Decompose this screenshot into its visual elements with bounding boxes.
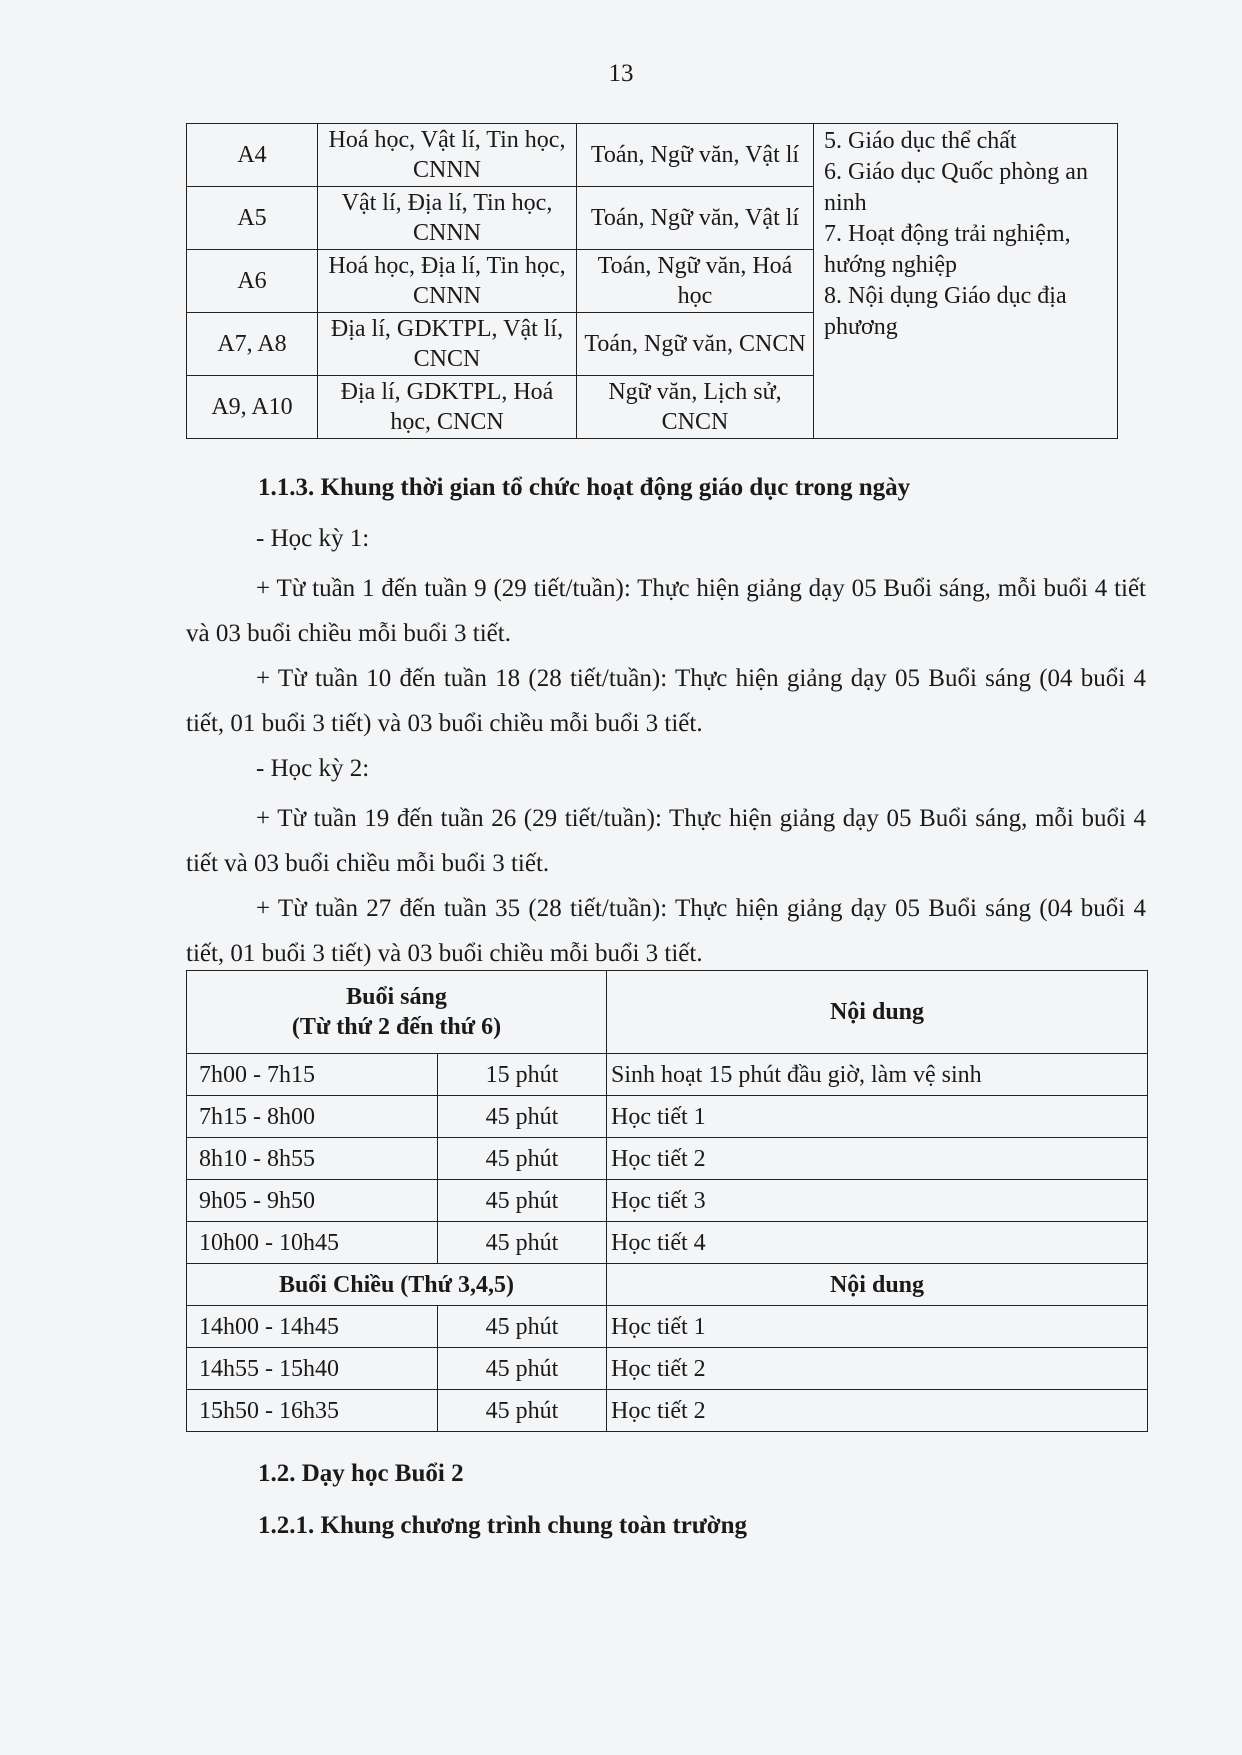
morning-header bbox=[187, 971, 607, 1054]
content-header: Nội dung bbox=[607, 971, 1148, 1054]
duration-cell: 45 phút bbox=[438, 1306, 607, 1348]
focus-cell: Toán, Ngữ văn, Vật lí bbox=[577, 124, 814, 187]
time-cell: 8h10 - 8h55 bbox=[187, 1138, 438, 1180]
section-heading-1-1-3: 1.1.3. Khung thời gian tổ chức hoạt động giáo dục trong ngày bbox=[258, 474, 911, 501]
afternoon-header: Buổi Chiều (Thứ 3,4,5) bbox=[187, 1264, 607, 1306]
content-cell: Học tiết 1 bbox=[607, 1306, 1148, 1348]
semester-1-paragraph-1: + Từ tuần 1 đến tuần 9 (29 tiết/tuần): Thực hiện giảng dạy 05 Buổi sáng, mỗi buổi 4 tiết và 03 buổi chiều mỗi buổi 3 tiết. bbox=[186, 575, 1146, 647]
content-cell: Học tiết 2 bbox=[607, 1348, 1148, 1390]
table-row bbox=[187, 124, 1118, 187]
section-heading-1-2-1: 1.2.1. Khung chương trình chung toàn trường bbox=[258, 1512, 748, 1539]
group-cell: A4 bbox=[187, 124, 318, 187]
duration-cell: 45 phút bbox=[438, 1138, 607, 1180]
content-cell: Học tiết 2 bbox=[607, 1138, 1148, 1180]
daily-schedule-table bbox=[186, 970, 1148, 1432]
semester-2-label: - Học kỳ 2: bbox=[256, 755, 370, 782]
common-subject-item: 7. Hoạt động trải nghiệm, hướng nghiệp bbox=[824, 221, 1071, 278]
morning-header-days: (Từ thứ 2 đến thứ 6) bbox=[291, 1014, 502, 1040]
time-cell: 14h55 - 15h40 bbox=[187, 1348, 438, 1390]
morning-header-title: Buổi sáng bbox=[346, 984, 447, 1010]
section-heading-1-2: 1.2. Dạy học Buổi 2 bbox=[258, 1460, 464, 1487]
semester-2-paragraph-1: + Từ tuần 19 đến tuần 26 (29 tiết/tuần): Thực hiện giảng dạy 05 Buổi sáng, mỗi buổi 4 tiết và 03 buổi chiều mỗi buổi 3 tiết. bbox=[186, 805, 1146, 877]
time-cell: 14h00 - 14h45 bbox=[187, 1306, 438, 1348]
duration-cell: 45 phút bbox=[438, 1180, 607, 1222]
time-cell: 9h05 - 9h50 bbox=[187, 1180, 438, 1222]
table-row bbox=[187, 1306, 1148, 1348]
duration-cell: 45 phút bbox=[438, 1096, 607, 1138]
group-cell: A7, A8 bbox=[187, 313, 318, 376]
elective-cell: Hoá học, Vật lí, Tin học, CNNN bbox=[318, 124, 577, 187]
elective-cell: Vật lí, Địa lí, Tin học, CNNN bbox=[318, 187, 577, 250]
content-cell: Học tiết 3 bbox=[607, 1180, 1148, 1222]
focus-cell: Toán, Ngữ văn, Hoá học bbox=[577, 250, 814, 313]
duration-cell: 45 phút bbox=[438, 1390, 607, 1432]
morning-header-row bbox=[187, 971, 1148, 1054]
content-cell: Học tiết 4 bbox=[607, 1222, 1148, 1264]
time-cell: 7h15 - 8h00 bbox=[187, 1096, 438, 1138]
time-cell: 15h50 - 16h35 bbox=[187, 1390, 438, 1432]
semester-2-paragraph-2: + Từ tuần 27 đến tuần 35 (28 tiết/tuần): Thực hiện giảng dạy 05 Buổi sáng (04 buổi 4 tiết, 01 buổi 3 tiết) và 03 buổi chiều mỗi buổi 3 tiết. bbox=[186, 895, 1146, 967]
common-subject-item: 5. Giáo dục thể chất bbox=[824, 128, 1017, 154]
common-subject-item: 8. Nội dụng Giáo dục địa phương bbox=[824, 283, 1067, 340]
table-row bbox=[187, 1348, 1148, 1390]
table-row bbox=[187, 1180, 1148, 1222]
duration-cell: 15 phút bbox=[438, 1054, 607, 1096]
afternoon-header-row bbox=[187, 1264, 1148, 1306]
table-row bbox=[187, 1054, 1148, 1096]
content-cell: Sinh hoạt 15 phút đầu giờ, làm vệ sinh bbox=[607, 1054, 1148, 1096]
table-row bbox=[187, 1096, 1148, 1138]
duration-cell: 45 phút bbox=[438, 1222, 607, 1264]
common-subject-item: 6. Giáo dục Quốc phòng an ninh bbox=[824, 159, 1088, 216]
table-row bbox=[187, 1390, 1148, 1432]
content-header: Nội dung bbox=[607, 1264, 1148, 1306]
focus-cell: Toán, Ngữ văn, CNCN bbox=[577, 313, 814, 376]
duration-cell: 45 phút bbox=[438, 1348, 607, 1390]
group-cell: A9, A10 bbox=[187, 376, 318, 439]
elective-cell: Địa lí, GDKTPL, Vật lí, CNCN bbox=[318, 313, 577, 376]
content-cell: Học tiết 1 bbox=[607, 1096, 1148, 1138]
table-row bbox=[187, 1138, 1148, 1180]
content-cell: Học tiết 2 bbox=[607, 1390, 1148, 1432]
subject-combination-table bbox=[186, 123, 1118, 439]
page-number: 13 bbox=[608, 60, 634, 87]
common-subjects-cell bbox=[814, 124, 1118, 439]
time-cell: 10h00 - 10h45 bbox=[187, 1222, 438, 1264]
time-cell: 7h00 - 7h15 bbox=[187, 1054, 438, 1096]
group-cell: A6 bbox=[187, 250, 318, 313]
focus-cell: Ngữ văn, Lịch sử, CNCN bbox=[577, 376, 814, 439]
elective-cell: Hoá học, Địa lí, Tin học, CNNN bbox=[318, 250, 577, 313]
focus-cell: Toán, Ngữ văn, Vật lí bbox=[577, 187, 814, 250]
table-row bbox=[187, 1222, 1148, 1264]
elective-cell: Địa lí, GDKTPL, Hoá học, CNCN bbox=[318, 376, 577, 439]
semester-1-paragraph-2: + Từ tuần 10 đến tuần 18 (28 tiết/tuần): Thực hiện giảng dạy 05 Buổi sáng (04 buổi 4 tiết, 01 buổi 3 tiết) và 03 buổi chiều mỗi buổi 3 tiết. bbox=[186, 665, 1146, 737]
group-cell: A5 bbox=[187, 187, 318, 250]
semester-1-label: - Học kỳ 1: bbox=[256, 525, 370, 552]
